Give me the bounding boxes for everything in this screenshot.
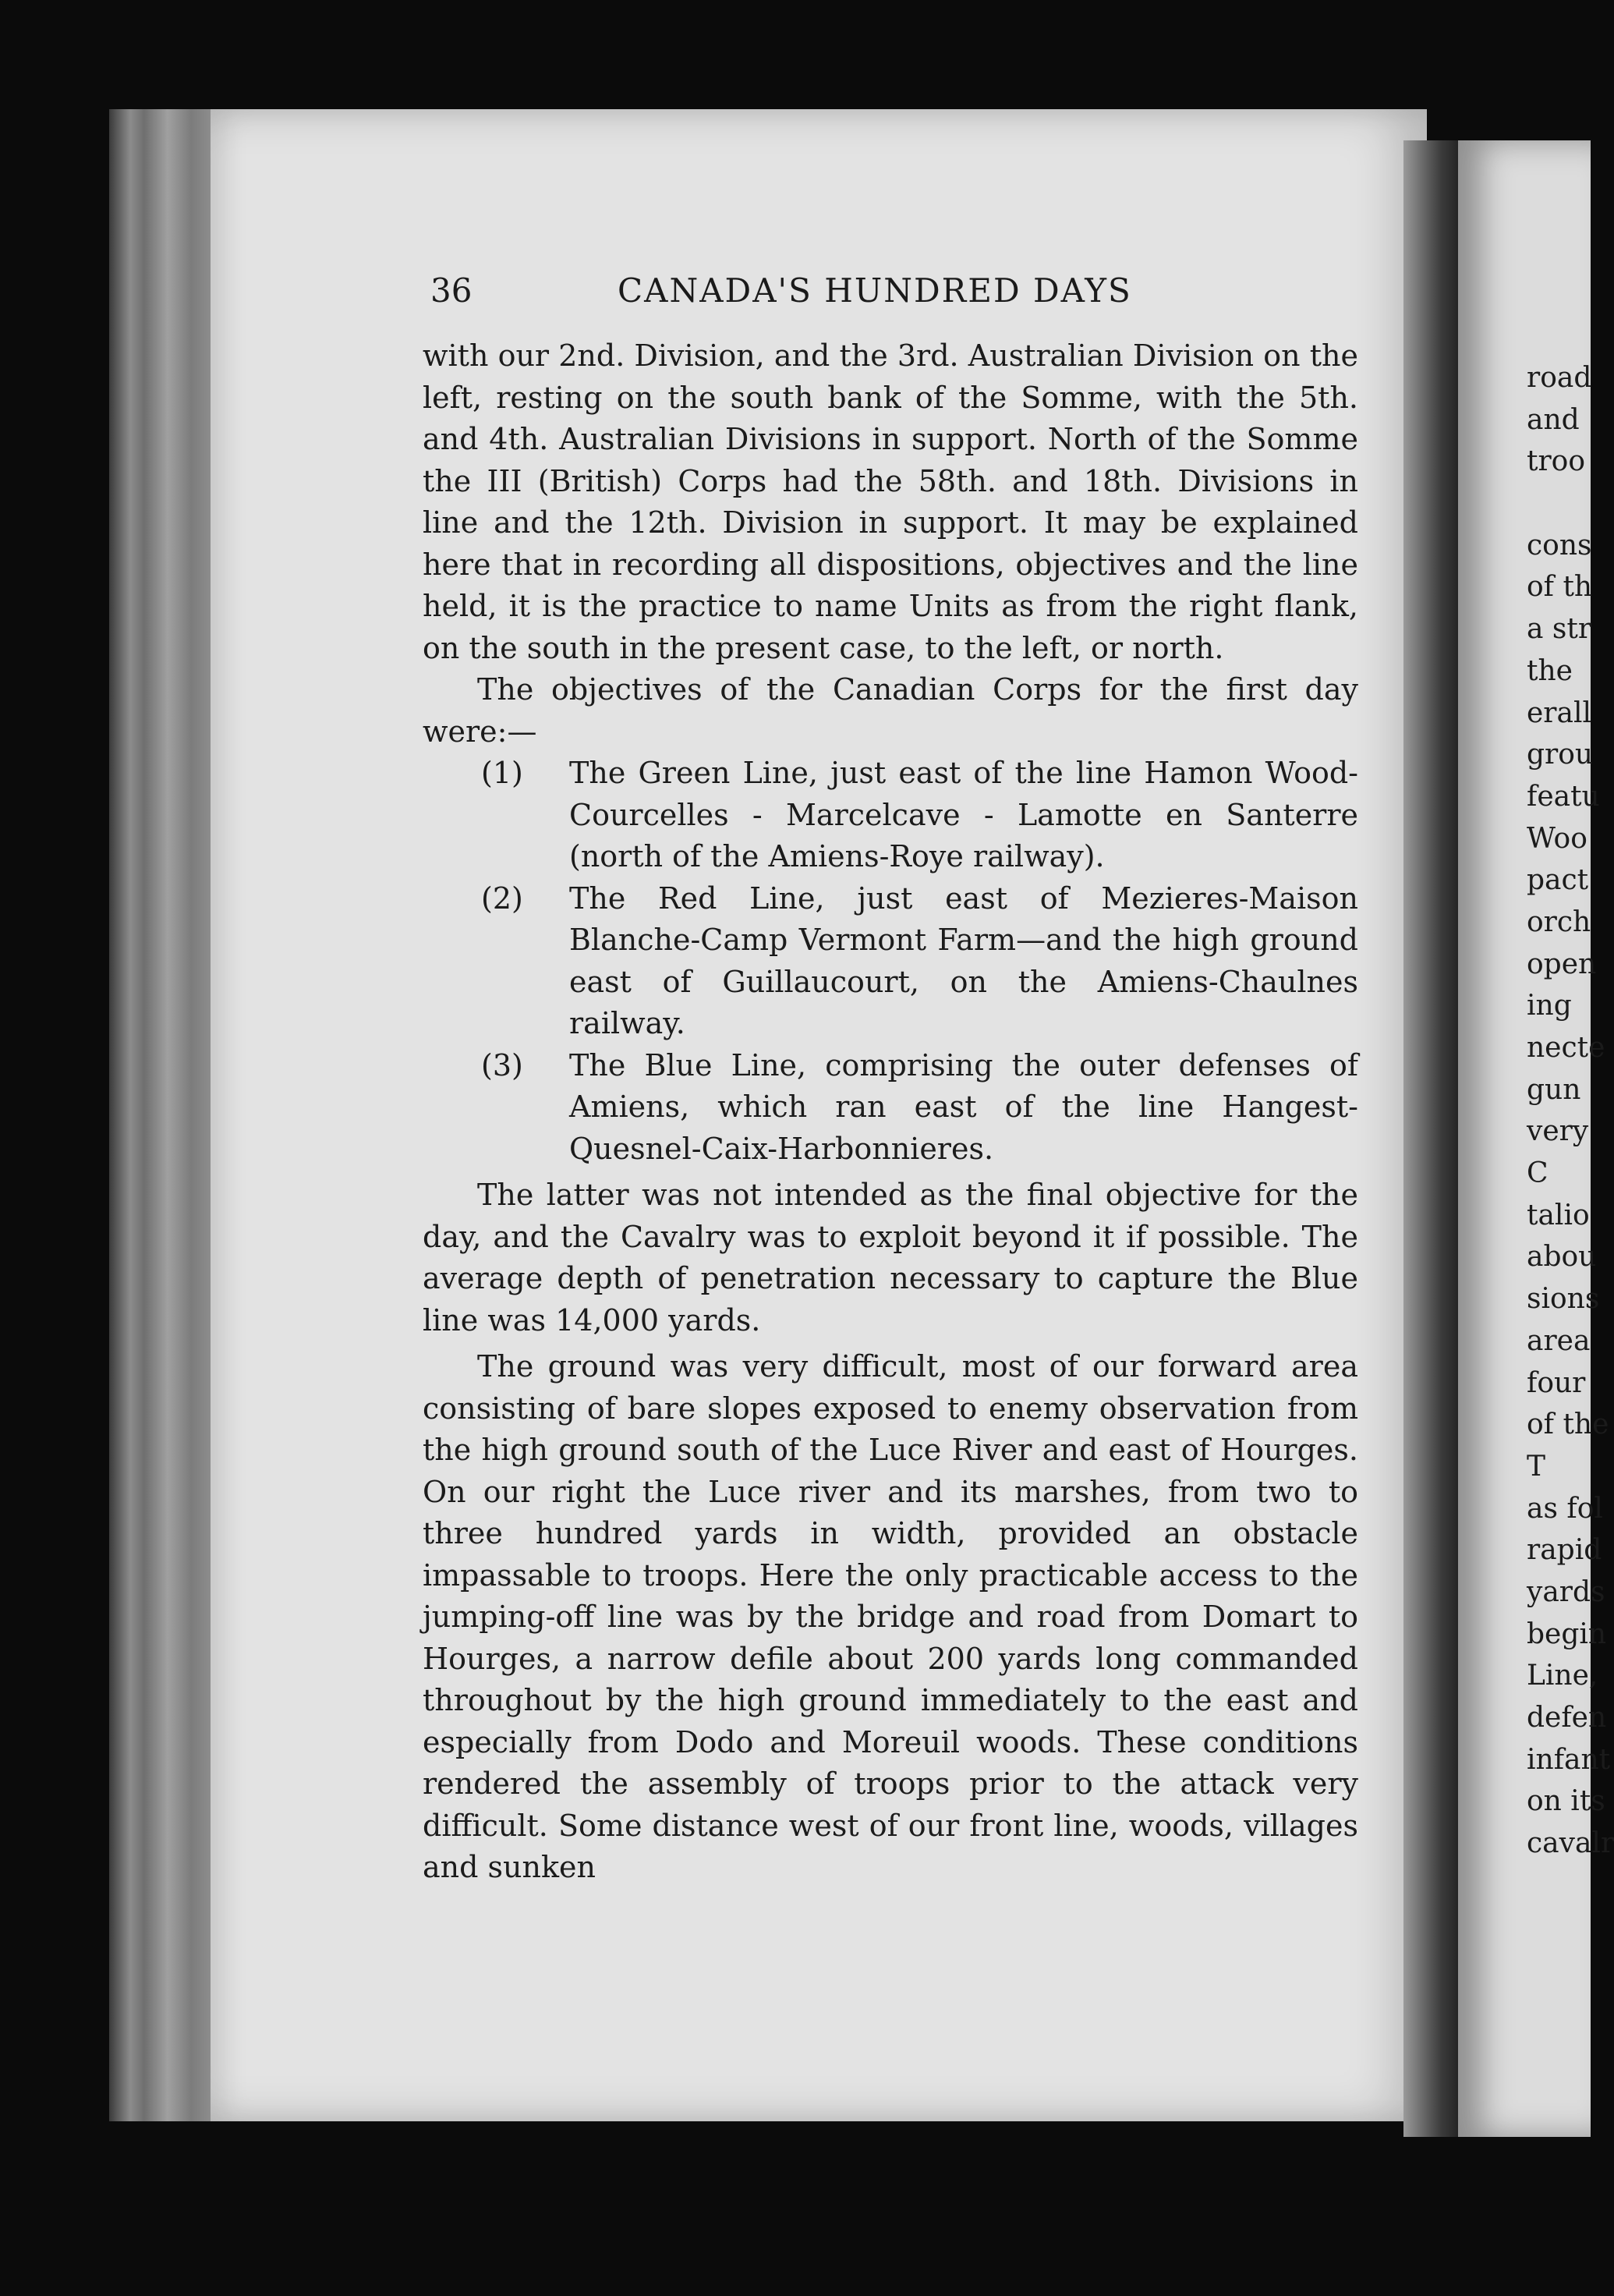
fragment-line: orch [1527, 905, 1591, 938]
paragraph-1: with our 2nd. Division, and the 3rd. Australian Division on the left, resting on the south bank of the Somme, with the 5th. and 4th. Australian Divisions in support. North of the Somme the III (British) Corps had the 58th. and 18th. Divisions in line and the 12th. Division in support. It may be explained here that in recording all dispositions, objectives and the line held, it is the practice to name Units as from the right flank, on the south in the present case, to the left, or north. [423, 338, 1358, 665]
fragment-line: troo [1527, 445, 1586, 478]
body-text [423, 335, 1358, 1889]
fragment-line: cavalr [1527, 1827, 1614, 1860]
fragment-line: a str [1527, 613, 1592, 646]
fragment-line: C [1527, 1157, 1549, 1190]
fragment-line: very [1527, 1115, 1589, 1148]
fragment-line: sions [1527, 1283, 1600, 1316]
fragment-line: open [1527, 948, 1597, 980]
fragment-line: ing [1527, 990, 1572, 1022]
list-number: (2) [481, 880, 523, 916]
fragment-line: and [1527, 403, 1580, 436]
list-item [423, 753, 1358, 878]
fragment-line: as fol [1527, 1492, 1603, 1525]
fragment-line: the [1527, 654, 1573, 687]
page-header [430, 271, 1366, 326]
fragment-line: Woo [1527, 822, 1587, 855]
list-text: The Blue Line, comprising the outer defenses of Amiens, which ran east of the line Hangest-Quesnel-Caix-Harbonnieres. [569, 1047, 1358, 1166]
page-number: 36 [430, 271, 473, 310]
fragment-line: rapid [1527, 1534, 1602, 1567]
fragment-line: of the [1527, 1408, 1609, 1441]
fragment-line: cons [1527, 529, 1592, 562]
fragment-line: erall [1527, 696, 1592, 729]
fragment-line: road [1527, 362, 1592, 394]
fragment-line: yards [1527, 1575, 1605, 1608]
fragment-line: Line, [1527, 1660, 1598, 1692]
fragment-line: defen [1527, 1702, 1607, 1734]
fragment-line [1527, 483, 1597, 525]
fragment-line: necte [1527, 1032, 1605, 1064]
fragment-line: area [1527, 1324, 1591, 1357]
right-page-text-fragments [1527, 357, 1614, 1865]
fragment-line: abou [1527, 1241, 1597, 1274]
list-number: (1) [481, 756, 523, 790]
book-gutter [1403, 140, 1466, 2137]
fragment-line: infant [1527, 1743, 1611, 1776]
fragment-line: featu [1527, 780, 1600, 813]
fragment-line: gun [1527, 1073, 1581, 1106]
list-number: (3) [481, 1047, 523, 1082]
list-item [423, 1045, 1358, 1171]
fragment-line: of th [1527, 571, 1593, 604]
fragment-line: on its [1527, 1785, 1605, 1818]
fragment-line: talio [1527, 1199, 1590, 1231]
fragment-line: pact [1527, 864, 1589, 897]
list-text: The Red Line, just east of Mezieres-Maison Blanche-Camp Vermont Farm—and the high ground east of Guillaucourt, on the Amiens-Chaulnes railway. [569, 880, 1358, 1040]
fragment-line: four [1527, 1366, 1586, 1399]
list-text: The Green Line, just east of the line Hamon Wood-Courcelles - Marcelcave - Lamotte en Santerre (north of the Amiens-Roye railway). [569, 756, 1358, 873]
paragraph-4: The ground was very difficult, most of our forward area consisting of bare slopes exposed to enemy observation from the high ground south of the Luce River and east of Hourges. On our right the Luce river and its marshes, from two to three hundred yards in width, provided an obstacle impassable to troops. Here the only practicable access to the jumping-off line was by the bridge and road from Domart to Hourges, a narrow defile about 200 yards long commanded throughout by the high ground immediately to the east and especially from Dodo and Moreuil woods. These conditions rendered the assembly of troops prior to the attack very difficult. Some distance west of our front line, woods, villages and sunken [423, 1349, 1358, 1884]
paragraph-3: The latter was not intended as the final objective for the day, and the Cavalry was to exploit beyond it if possible. The average depth of penetration necessary to capture the Blue line was 14,000 yards. [423, 1178, 1358, 1338]
fragment-line: T [1527, 1450, 1546, 1483]
running-title: CANADA'S HUNDRED DAYS [618, 271, 1132, 310]
fragment-line: grou [1527, 739, 1594, 771]
fragment-line: begin [1527, 1617, 1607, 1650]
list-item [423, 878, 1358, 1045]
book-page-edges [109, 109, 226, 2121]
paragraph-2: The objectives of the Canadian Corps for the first day were:— [423, 672, 1358, 749]
